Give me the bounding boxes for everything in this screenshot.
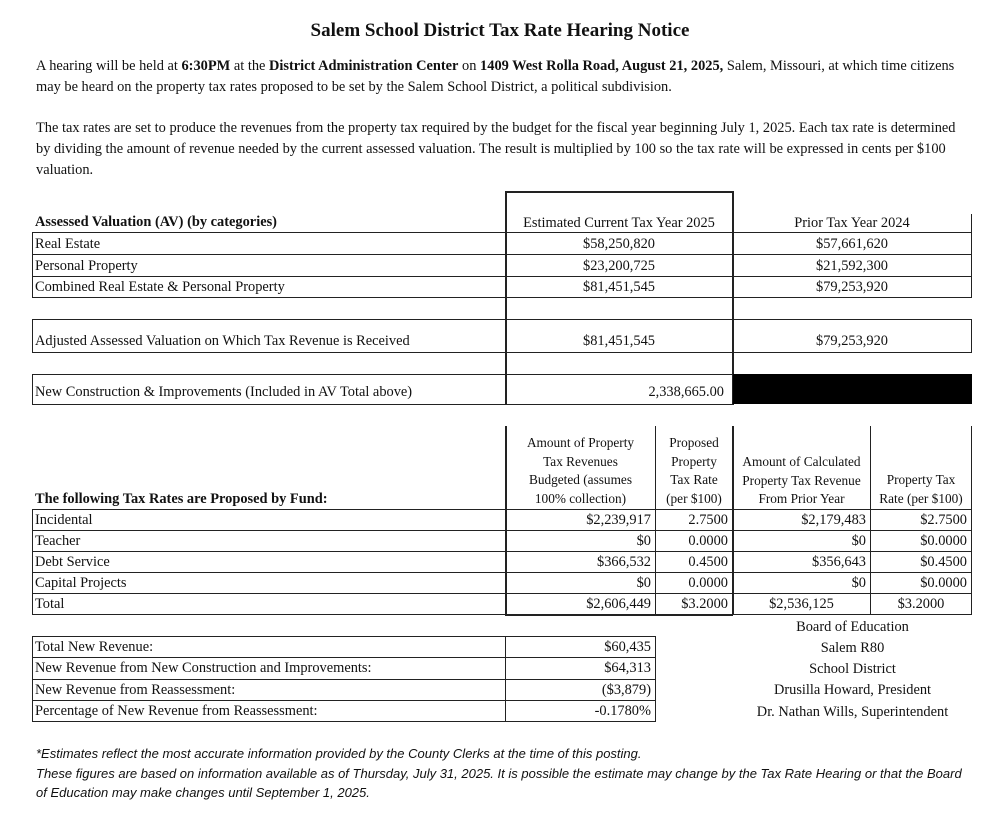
signature-line: School District <box>809 661 896 677</box>
signature-line: Drusilla Howard, President <box>773 682 932 698</box>
prior-value: $21,592,300 <box>816 258 888 274</box>
fund-rate: $3.2000 <box>681 596 728 612</box>
fund-rate: 2.7500 <box>688 512 728 528</box>
fund-rate: 0.0000 <box>688 575 728 591</box>
new-revenue-value: ($3,879) <box>601 682 651 698</box>
new-revenue-value: -0.1780% <box>594 703 651 719</box>
signature-line: Dr. Nathan Wills, Superintendent <box>756 704 949 720</box>
fund-rate: 0.4500 <box>688 554 728 570</box>
col-current-header: Estimated Current Tax Year 2025 <box>523 215 715 231</box>
footnote: These figures are based on information available as of Thursday, July 31, 2025. It is possible the estimate may change by the Tax Rate Hearing or that the Board of Education may make changes until September 1, 2025. <box>36 766 962 800</box>
new-construction-current: 2,338,665.00 <box>648 384 724 400</box>
page-title: Salem School District Tax Rate Hearing Notice <box>310 20 690 41</box>
new-revenue-label: New Revenue from Reassessment: <box>35 682 236 698</box>
col-prior-header: Prior Tax Year 2024 <box>794 215 910 231</box>
current-value: $23,200,725 <box>583 258 655 274</box>
redacted-prior-new-construction <box>733 374 972 404</box>
fund-label: Total <box>35 596 65 612</box>
signature-line: Salem R80 <box>820 640 885 656</box>
new-revenue-label: New Revenue from New Construction and Improvements: <box>35 660 372 676</box>
fund-prior-rate: $3.2000 <box>897 596 945 612</box>
col-prior-revenue-header: Amount of Calculated Property Tax Revenue From Prior Year <box>742 454 861 506</box>
fund-prior-rate: $0.0000 <box>920 575 967 591</box>
fund-prior-rate: $0.4500 <box>920 554 967 570</box>
valuation-header: Assessed Valuation (AV) (by categories) <box>35 214 277 230</box>
row-label: Personal Property <box>35 258 138 274</box>
fund-label: Teacher <box>35 533 81 549</box>
fund-prior-revenue: $2,536,125 <box>769 596 834 612</box>
col-revenue-header: Amount of Property Tax Revenues Budgeted (assumes 100% collection) <box>526 435 635 506</box>
fund-revenue: $2,606,449 <box>586 596 651 612</box>
fund-revenue: $0 <box>636 575 651 591</box>
fund-prior-revenue: $0 <box>851 575 866 591</box>
footnote: *Estimates reflect the most accurate information provided by the County Clerks at the time of this posting. <box>36 746 642 761</box>
fund-prior-revenue: $356,643 <box>812 554 866 570</box>
fund-revenue: $0 <box>636 533 651 549</box>
fund-prior-revenue: $2,179,483 <box>801 512 866 528</box>
row-label: Real Estate <box>35 236 101 252</box>
row-label: Combined Real Estate & Personal Property <box>35 279 285 295</box>
current-value: $58,250,820 <box>583 236 655 252</box>
new-revenue-value: $60,435 <box>604 639 651 655</box>
new-construction-label: New Construction & Improvements (Included in AV Total above) <box>35 384 413 400</box>
prior-value: $79,253,920 <box>816 279 888 295</box>
adjusted-current: $81,451,545 <box>583 333 655 349</box>
fund-label: Incidental <box>35 512 93 528</box>
fund-prior-revenue: $0 <box>851 533 866 549</box>
prior-value: $57,661,620 <box>816 236 888 252</box>
intro-paragraph-1: A hearing will be held at 6:30PM at the District Administration Center on 1409 West Rolla Road, August 21, 2025, Salem, Missouri, at which time citizens may be heard on the property tax rates proposed to be set by the Salem School District, a political subdivision. <box>36 58 955 95</box>
new-revenue-label: Percentage of New Revenue from Reassessment: <box>35 703 318 719</box>
fund-revenue: $2,239,917 <box>586 512 651 528</box>
fund-label: Debt Service <box>35 554 110 570</box>
fund-rate: 0.0000 <box>688 533 728 549</box>
adjusted-label: Adjusted Assessed Valuation on Which Tax Revenue is Received <box>35 333 410 349</box>
col-rate-header: Proposed Property Tax Rate (per $100) <box>666 435 722 506</box>
rates-header: The following Tax Rates are Proposed by Fund: <box>35 491 328 507</box>
intro-paragraph-2: The tax rates are set to produce the revenues from the property tax required by the budget for the fiscal year beginning July 1, 2025. Each tax rate is determined by dividing the amount of revenue needed by the current assessed valuation. The result is multiplied by 100 so the tax rate will be expressed in cents per $100 valuation. <box>36 120 956 178</box>
col-prior-rate-header: Property Tax Rate (per $100) <box>879 472 963 506</box>
current-value: $81,451,545 <box>583 279 655 295</box>
fund-revenue: $366,532 <box>597 554 651 570</box>
fund-prior-rate: $0.0000 <box>920 533 967 549</box>
adjusted-prior: $79,253,920 <box>816 333 888 349</box>
fund-label: Capital Projects <box>35 575 127 591</box>
new-revenue-value: $64,313 <box>604 660 651 676</box>
signature-line: Board of Education <box>796 619 909 635</box>
fund-prior-rate: $2.7500 <box>920 512 967 528</box>
new-revenue-label: Total New Revenue: <box>35 639 154 655</box>
